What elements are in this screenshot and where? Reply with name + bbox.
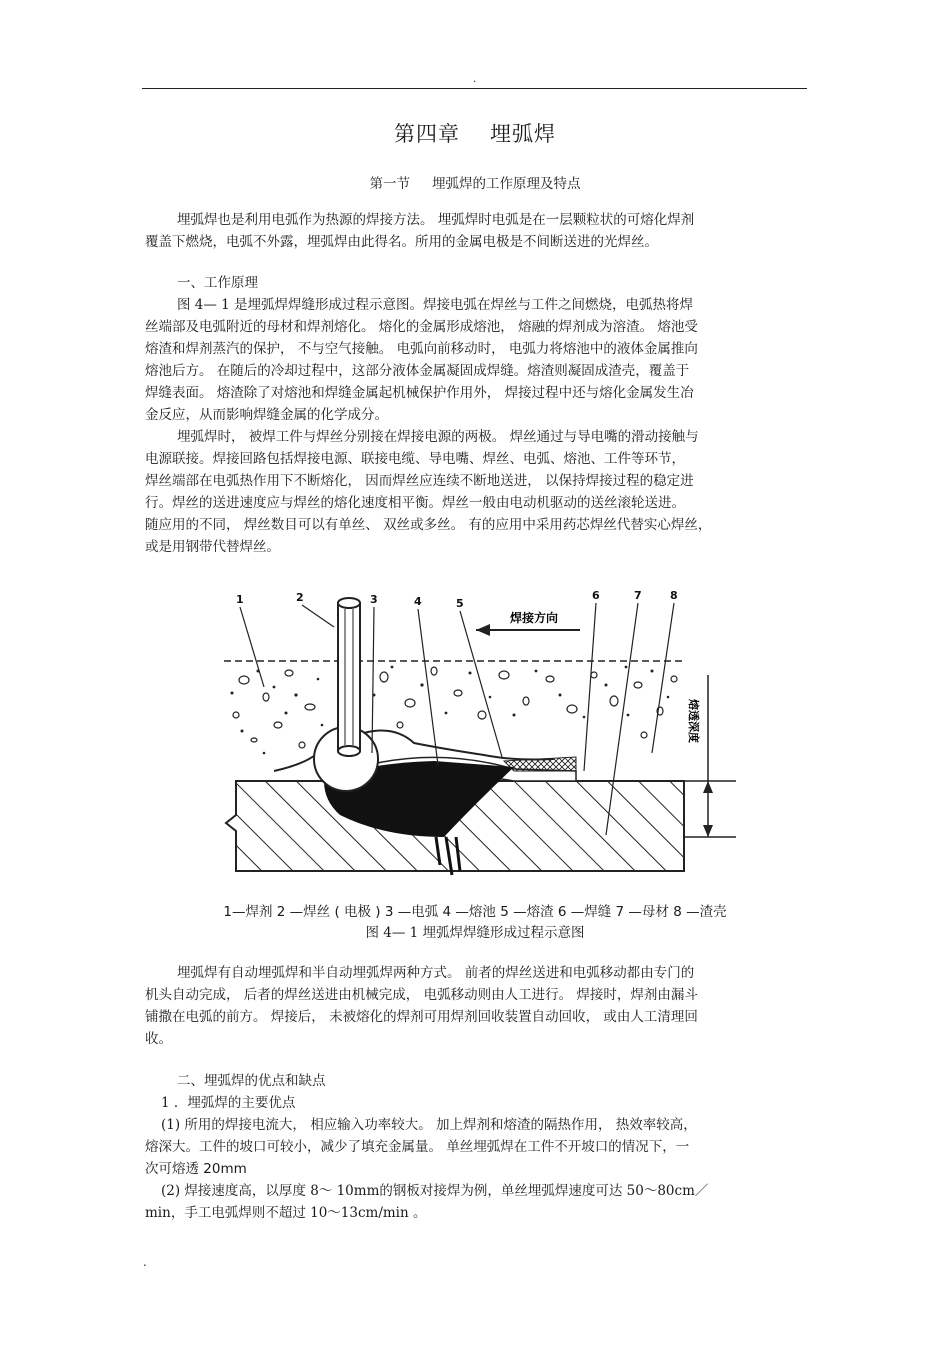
text-line: 次可熔透 20mm <box>145 1161 247 1177</box>
principle-section <box>145 272 810 558</box>
text-line: 电源联接。焊接回路包括焊接电源、联接电缆、导电嘴、焊丝、电弧、熔池、工件等环节， <box>145 451 685 467</box>
text-line: 焊缝表面。 熔渣除了对熔池和焊缝金属起机械保护作用外， 焊接过程中还与熔化金属发生冶 <box>145 385 694 401</box>
advantages-heading: 二、埋弧焊的优点和缺点 <box>177 1073 326 1089</box>
section-title <box>0 172 950 192</box>
advantages-section <box>145 1070 810 1224</box>
text-line: 熔渣和焊剂蒸汽的保护， 不与空气接触。 电弧向前移动时， 电弧力将熔池中的液体金属推向 <box>145 341 698 357</box>
text-line: 或是用钢带代替焊丝。 <box>145 539 280 555</box>
text-line: 埋弧焊也是利用电弧作为热源的焊接方法。 埋弧焊时电弧是在一层颗粒状的可熔化焊剂 <box>177 212 695 228</box>
callout-numbers <box>236 589 678 610</box>
chapter-name: 埋弧焊 <box>490 122 556 146</box>
modes-paragraph <box>145 962 810 1050</box>
header-rule <box>142 88 807 89</box>
callout-1: 1 <box>236 593 244 606</box>
flux-grains <box>231 666 670 755</box>
text-line: 埋弧焊有自动埋弧焊和半自动埋弧焊两种方式。 前者的焊丝送进和电弧移动都由专门的 <box>177 965 695 981</box>
figure-legend: 1—焊剂 2 —焊丝 ( 电极 ) 3 —电弧 4 —熔池 5 —熔渣 6 —焊缝 7 —母材 8 —渣壳 <box>223 904 727 920</box>
callout-8: 8 <box>670 589 678 602</box>
callout-2: 2 <box>296 591 304 604</box>
text-line: 焊丝端部在电弧热作用下不断熔化， 因而焊丝应连续不断地送进， 以保持焊接过程的稳定进 <box>145 473 694 489</box>
chapter-number: 第四章 <box>394 122 460 146</box>
text-line: 铺撒在电弧的前方。 焊接后， 未被熔化的焊剂可用焊剂回收装置自动回收， 或由人工清理回 <box>145 1009 698 1025</box>
footer-dot: . <box>143 1255 147 1269</box>
text-line: 图 4— 1 是埋弧焊焊缝形成过程示意图。焊接电弧在焊丝与工件之间燃烧，电弧热将焊 <box>177 297 694 313</box>
callout-5: 5 <box>456 597 464 610</box>
callout-4: 4 <box>414 595 422 608</box>
flux-layer <box>233 667 677 748</box>
text-line: 丝端部及电弧附近的母材和焊剂熔化。 熔化的金属形成熔池， 熔融的焊剂成为溶渣。 熔池受 <box>145 319 698 335</box>
text-line: 埋弧焊时， 被焊工件与焊丝分别接在焊接电源的两极。 焊丝通过与导电嘴的滑动接触与 <box>177 429 699 445</box>
figure-caption: 图 4— 1 埋弧焊焊缝形成过程示意图 <box>365 925 585 941</box>
direction-label: 焊接方向 <box>510 611 559 625</box>
principle-heading: 一、工作原理 <box>177 275 258 291</box>
depth-dimension <box>684 675 736 837</box>
text-line: (1) 所用的焊接电流大， 相应输入功率较大。 加上焊剂和熔渣的隔热作用， 热效率较高， <box>161 1117 697 1133</box>
intro-paragraph <box>145 209 810 253</box>
text-line: (2) 焊接速度高，以厚度 8～ 10mm的钢板对接焊为例，单丝埋弧焊速度可达 50～80cm／ <box>161 1183 709 1199</box>
text-line: min，手工电弧焊则不超过 10～13cm/min 。 <box>145 1205 427 1221</box>
text-line: 行。焊丝的送进速度应与焊丝的熔化速度相平衡。焊丝一般由电动机驱动的送丝滚轮送进。 <box>145 495 685 511</box>
callout-3: 3 <box>370 593 378 606</box>
welding-diagram <box>214 575 744 893</box>
text-line: 熔深大。工件的坡口可较小，减少了填充金属量。 单丝埋弧焊在工件不开坡口的情况下，一 <box>145 1139 690 1155</box>
electrode-wire <box>338 598 360 756</box>
callout-7: 7 <box>634 589 642 602</box>
section-number: 第一节 <box>369 176 410 192</box>
header-dot: . <box>473 74 477 85</box>
section-name: 埋弧焊的工作原理及特点 <box>432 176 581 192</box>
chapter-title <box>0 118 950 148</box>
welding-direction <box>476 610 580 636</box>
text-line: 金反应，从而影响焊缝金属的化学成分。 <box>145 407 388 423</box>
depth-label: 熔透深度 <box>687 699 700 743</box>
text-line: 熔池后方。 在随后的冷却过程中，这部分液体金属凝固成焊缝。熔渣则凝固成渣壳，覆盖于 <box>145 363 690 379</box>
advantages-subheading: 1 ．埋弧焊的主要优点 <box>161 1095 296 1111</box>
text-line: 机头自动完成， 后者的焊丝送进由机械完成， 电弧移动则由人工进行。 焊接时，焊剂由漏斗 <box>145 987 698 1003</box>
text-line: 覆盖下燃烧，电弧不外露，埋弧焊由此得名。所用的金属电极是不间断送进的光焊丝。 <box>145 234 658 250</box>
text-line: 收。 <box>145 1031 172 1047</box>
text-line: 随应用的不同， 焊丝数目可以有单丝、 双丝或多丝。 有的应用中采用药芯焊丝代替实心焊丝， <box>145 517 712 533</box>
callout-6: 6 <box>592 589 600 602</box>
